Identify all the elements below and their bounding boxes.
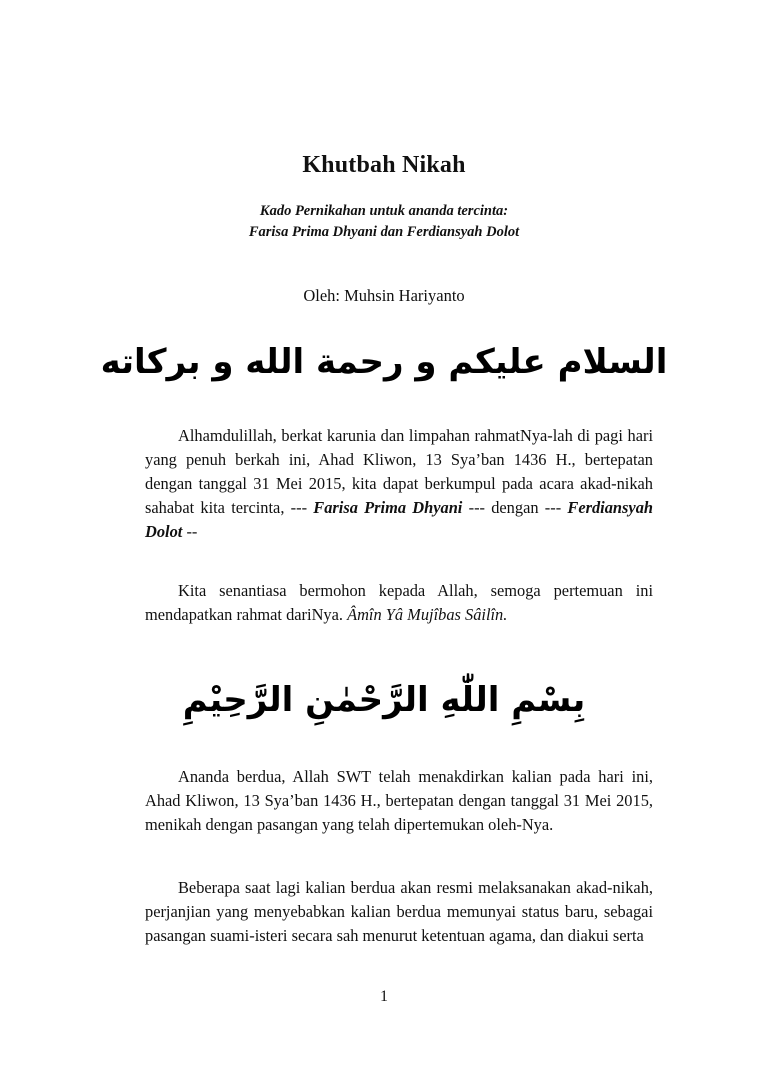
paragraph-prayer-text: Kita senantiasa bermohon kepada Allah, semoga pertemuan ini mendapatkan rahmat dariNya. [145, 581, 653, 624]
paragraph-akad: Beberapa saat lagi kalian berdua akan resmi melaksanakan akad-nikah, perjanjian yang menyebabkan kalian berdua memunyai status baru, sebagai pasangan suami-isteri secara sah menurut ketentuan agama, dan diakui serta [145, 878, 653, 945]
paragraph-opening [145, 424, 653, 544]
paragraph-opening-joiner: --- dengan --- [462, 498, 568, 517]
bride-name: Farisa Prima Dhyani [313, 498, 463, 517]
page-number: 1 [380, 988, 388, 1005]
groom-name: Ferdiansyah Dolot [145, 498, 654, 541]
paragraph-opening-ending: -- [182, 522, 198, 541]
page-title: Khutbah Nikah [302, 152, 466, 178]
paragraph-prayer [145, 579, 653, 627]
dedication-line-2: Farisa Prima Dhyani dan Ferdiansyah Dolot [248, 224, 520, 240]
author-byline: Oleh: Muhsin Hariyanto [303, 286, 465, 305]
prayer-phrase: Âmîn Yâ Mujîbas Sâilîn. [347, 605, 508, 624]
dedication-line-1: Kado Pernikahan untuk ananda tercinta: [259, 203, 509, 219]
paragraph-destiny: Ananda berdua, Allah SWT telah menakdirkan kalian pada hari ini, Ahad Kliwon, 13 Sya’ban 1436 H., bertepatan dengan tanggal 31 Mei 2015, menikah dengan pasangan yang telah dipertemukan oleh-Nya. [145, 767, 653, 834]
basmala-calligraphy: بِسْمِ اللّٰهِ الرَّحْمٰنِ الرَّحِيْمِ [182, 680, 586, 720]
paragraph-opening-text: Alhamdulillah, berkat karunia dan limpahan rahmatNya-lah di pagi hari yang penuh berkah ini, Ahad Kliwon, 13 Sya’ban 1436 H., bertepatan dengan tanggal 31 Mei 2015, kita dapat berkumpul pada acara akad-nikah sahabat kita tercinta, --- [145, 426, 653, 517]
salam-calligraphy: السلام عليكم و رحمة الله و بركاته [100, 342, 668, 382]
